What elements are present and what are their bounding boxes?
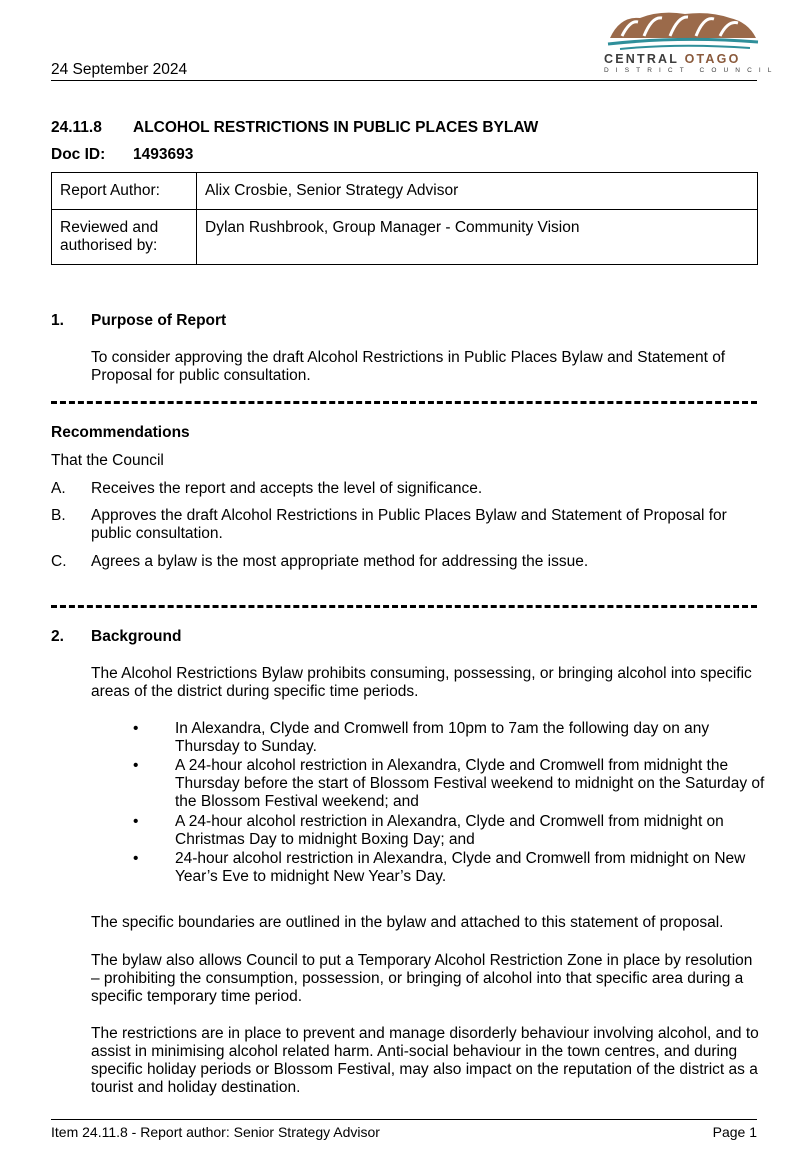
list-item: A 24-hour alcohol restriction in Alexandra, Clyde and Cromwell from midnight the Thursday before the start of Blossom Festival weekend to midnight on the Saturday of the Blossom Festival weekend; and (175, 757, 765, 810)
recommendations-heading: Recommendations (51, 424, 190, 441)
author-label: Report Author: (52, 173, 197, 210)
section1-text: To consider approving the draft Alcohol Restrictions in Public Places Bylaw and Statement of Proposal for public consultation. (91, 349, 726, 384)
list-item: In Alexandra, Clyde and Cromwell from 10pm to 7am the following day on any Thursday to Sunday. (175, 720, 710, 755)
section2-intro: The Alcohol Restrictions Bylaw prohibits consuming, possessing, or bringing alcohol into specific areas of the district during specific time periods. (91, 665, 752, 700)
bullet-dot: • (133, 720, 139, 737)
section2-paragraph: The specific boundaries are outlined in the bylaw and attached to this statement of proposal. (91, 914, 724, 931)
item-title: ALCOHOL RESTRICTIONS IN PUBLIC PLACES BYLAW (133, 119, 539, 136)
table-row (52, 210, 758, 265)
item-number: 24.11.8 (51, 119, 102, 136)
author-value: Alix Crosbie, Senior Strategy Advisor (197, 173, 758, 210)
list-item: 24-hour alcohol restriction in Alexandra, Clyde and Cromwell from midnight on New Year’s Eve to midnight New Year’s Day. (175, 850, 746, 885)
report-meta-table (51, 172, 758, 265)
rec-text: Receives the report and accepts the level of significance. (91, 480, 483, 497)
bullet-dot: • (133, 850, 139, 867)
section2-paragraph: The restrictions are in place to prevent and manage disorderly behaviour involving alcohol, and to assist in minimising alcohol related harm. Anti-social behaviour in the town centres, and during specific holiday periods or Blossom Festival, may also impact on the reputation of the district as a tourist and holiday destination. (91, 1025, 759, 1096)
table-row (52, 173, 758, 210)
section2-title: Background (91, 628, 182, 645)
logo-subtitle: DISTRICT COUNCIL (604, 67, 779, 74)
logo-wordmark: CENTRAL OTAGO (604, 52, 741, 66)
bullet-dot: • (133, 813, 139, 830)
header-divider (51, 80, 757, 81)
section2-paragraph: The bylaw also allows Council to put a Temporary Alcohol Restriction Zone in place by resolution – prohibiting the consumption, possession, or bringing of alcohol into that specific area during a specific temporary time period. (91, 952, 753, 1005)
reviewer-label: Reviewed and authorised by: (52, 210, 197, 265)
section2-number: 2. (51, 628, 64, 645)
section1-title: Purpose of Report (91, 312, 227, 329)
doc-id-label: Doc ID: (51, 146, 106, 163)
rec-text: Approves the draft Alcohol Restrictions in Public Places Bylaw and Statement of Proposal for public consultation. (91, 507, 727, 542)
bullet-dot: • (133, 757, 139, 774)
report-date: 24 September 2024 (51, 61, 188, 78)
reviewer-value: Dylan Rushbrook, Group Manager - Community Vision (197, 210, 758, 265)
footer-divider (51, 1119, 757, 1120)
rec-letter: C. (51, 553, 67, 570)
rec-letter: A. (51, 480, 66, 497)
list-item: A 24-hour alcohol restriction in Alexandra, Clyde and Cromwell from midnight on Christmas Day to midnight Boxing Day; and (175, 813, 724, 848)
rec-text: Agrees a bylaw is the most appropriate method for addressing the issue. (91, 553, 589, 570)
page-number: Page 1 (712, 1124, 757, 1140)
rec-letter: B. (51, 507, 66, 524)
landscape-logo-icon (600, 8, 760, 54)
dashed-divider (51, 605, 757, 611)
section1-number: 1. (51, 312, 64, 329)
dashed-divider (51, 401, 757, 407)
recommendations-intro: That the Council (51, 452, 164, 469)
footer-item-ref: Item 24.11.8 - Report author: Senior Strategy Advisor (51, 1124, 380, 1140)
doc-id-value: 1493693 (133, 146, 194, 163)
